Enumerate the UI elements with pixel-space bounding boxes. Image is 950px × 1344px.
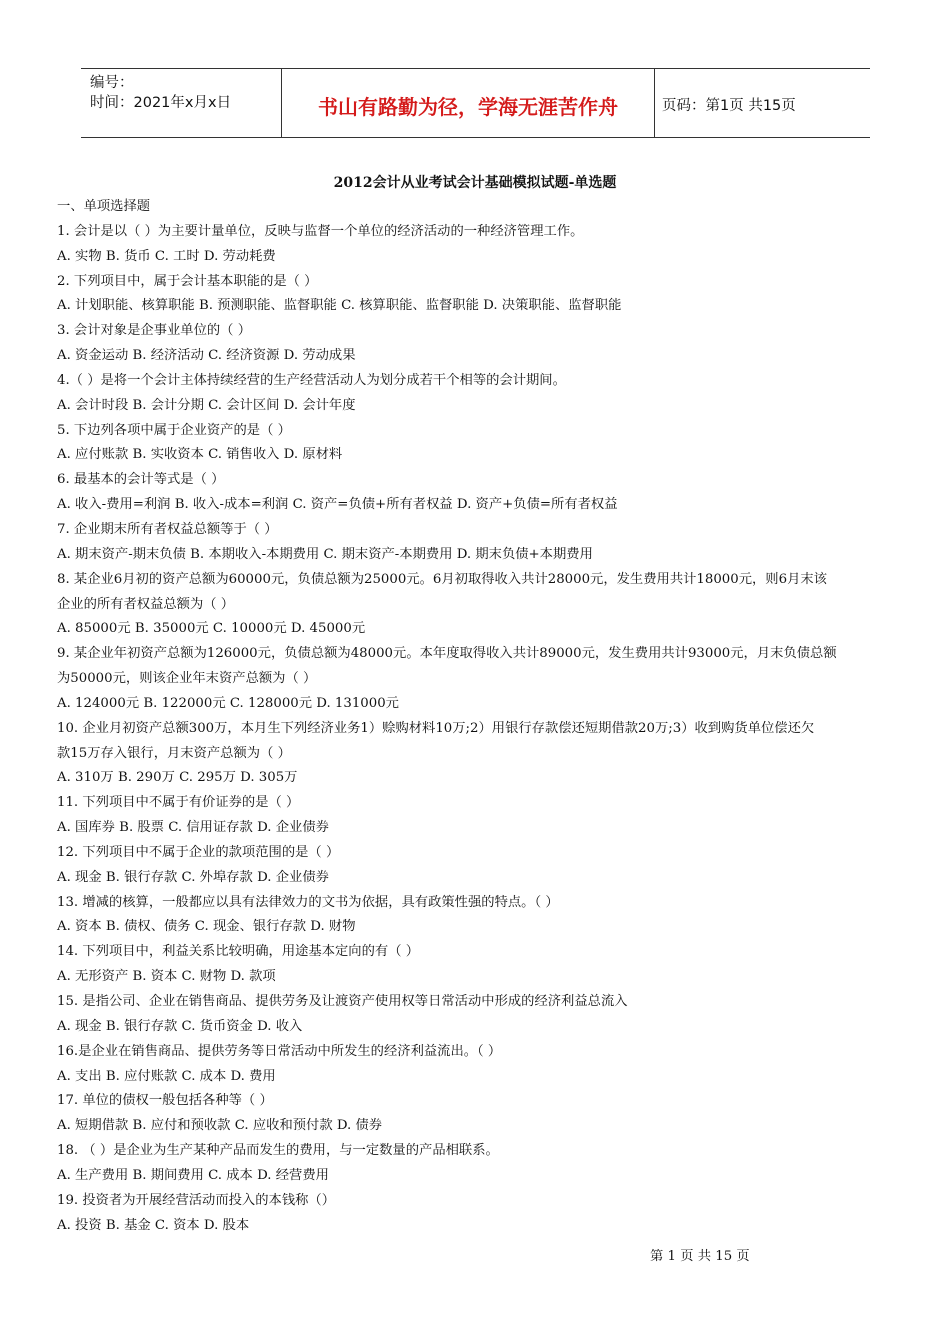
text-line: 10. 企业月初资产总额300万，本月生下列经济业务1）赊购材料10万;2）用银行存款偿还短期借款20万;3）收到购货单位偿还欠 xyxy=(57,720,815,736)
motto: 书山有路勤为径，学海无涯苦作舟 xyxy=(318,95,618,119)
number-label: 编号： xyxy=(90,75,134,91)
text-line: 2. 下列项目中，属于会计基本职能的是（ ） xyxy=(57,273,318,289)
text-line: 11. 下列项目中不属于有价证券的是（ ） xyxy=(57,795,300,811)
page-footer: 第 1 页 共 15 页 xyxy=(650,1249,750,1264)
header-table xyxy=(81,68,870,138)
text-line: A. 资金运动 B. 经济活动 C. 经济资源 D. 劳动成果 xyxy=(57,348,356,364)
text-line: A. 124000元 B. 122000元 C. 128000元 D. 131000元 xyxy=(57,695,399,711)
text-line: A. 计划职能、核算职能 B. 预测职能、监督职能 C. 核算职能、监督职能 D. 决策职能、监督职能 xyxy=(57,298,622,314)
text-line: A. 期末资产-期末负债 B. 本期收入-本期费用 C. 期末资产-本期费用 D. 期末负债+本期费用 xyxy=(57,546,593,562)
text-line: 3. 会计对象是企事业单位的（ ） xyxy=(57,323,251,339)
text-line: A. 现金 B. 银行存款 C. 外埠存款 D. 企业债券 xyxy=(57,869,329,885)
text-line: A. 收入-费用=利润 B. 收入-成本=利润 C. 资产=负债+所有者权益 D. 资产+负债=所有者权益 xyxy=(57,497,618,513)
text-line: A. 应付账款 B. 实收资本 C. 销售收入 D. 原材料 xyxy=(57,447,343,463)
text-line: 17. 单位的债权一般包括各种等（ ） xyxy=(57,1093,273,1109)
text-line: A. 85000元 B. 35000元 C. 10000元 D. 45000元 xyxy=(57,621,366,637)
text-line: 一、单项选择题 xyxy=(57,199,151,214)
text-line: 8. 某企业6月初的资产总额为60000元，负债总额为25000元。6月初取得收入共计28000元，发生费用共计18000元，则6月末该 xyxy=(57,571,827,587)
header-center-cell xyxy=(281,69,655,137)
text-line: A. 实物 B. 货币 C. 工时 D. 劳动耗费 xyxy=(57,248,276,264)
text-line: 6. 最基本的会计等式是（ ） xyxy=(57,472,225,488)
text-line: A. 现金 B. 银行存款 C. 货币资金 D. 收入 xyxy=(57,1018,303,1034)
text-line: A. 国库券 B. 股票 C. 信用证存款 D. 企业债券 xyxy=(57,820,329,836)
text-line: A. 会计时段 B. 会计分期 C. 会计区间 D. 会计年度 xyxy=(57,397,356,413)
date-label: 时间：2021年x月x日 xyxy=(90,95,232,111)
text-line: A. 短期借款 B. 应付和预收款 C. 应收和预付款 D. 债券 xyxy=(57,1118,383,1134)
text-line: 1. 会计是以（ ）为主要计量单位，反映与监督一个单位的经济活动的一种经济管理工作。 xyxy=(57,223,584,239)
text-line: 14. 下列项目中，利益关系比较明确，用途基本定向的有（ ） xyxy=(57,944,420,960)
document-title: 2012会计从业考试会计基础模拟试题-单选题 xyxy=(333,175,617,191)
text-line: A. 无形资产 B. 资本 C. 财物 D. 款项 xyxy=(57,969,276,985)
text-line: A. 生产费用 B. 期间费用 C. 成本 D. 经营费用 xyxy=(57,1167,329,1183)
question-list xyxy=(57,195,893,1238)
page-count-label: 页码：第1页 共15页 xyxy=(662,98,796,114)
text-line: 款15万存入银行，月末资产总额为（ ） xyxy=(57,745,291,761)
text-line: 7. 企业期末所有者权益总额等于（ ） xyxy=(57,521,278,537)
text-line: A. 310万 B. 290万 C. 295万 D. 305万 xyxy=(57,770,298,786)
text-line: 13. 增减的核算，一般都应以具有法律效力的文书为依据，具有政策性强的特点。（ ） xyxy=(57,894,559,910)
text-line: A. 资本 B. 债权、债务 C. 现金、银行存款 D. 财物 xyxy=(57,919,356,935)
text-line: 9. 某企业年初资产总额为126000元，负债总额为48000元。本年度取得收入共计89000元，发生费用共计93000元，月末负债总额 xyxy=(57,646,837,662)
text-line: 4.（ ）是将一个会计主体持续经营的生产经营活动人为划分成若干个相等的会计期间。 xyxy=(57,372,566,388)
text-line: 18. （ ）是企业为生产某种产品而发生的费用，与一定数量的产品相联系。 xyxy=(57,1143,499,1159)
header-right-cell xyxy=(654,69,870,137)
text-line: 为50000元，则该企业年末资产总额为（ ） xyxy=(57,671,317,687)
text-line: A. 支出 B. 应付账款 C. 成本 D. 费用 xyxy=(57,1068,276,1084)
text-line: 16.是企业在销售商品、提供劳务等日常活动中所发生的经济利益流出。（ ） xyxy=(57,1043,502,1059)
text-line: 19. 投资者为开展经营活动而投入的本钱称（） xyxy=(57,1192,336,1208)
text-line: 15. 是指公司、企业在销售商品、提供劳务及让渡资产使用权等日常活动中形成的经济利益总流入 xyxy=(57,994,628,1009)
text-line: 5. 下边列各项中属于企业资产的是（ ） xyxy=(57,422,291,438)
text-line: A. 投资 B. 基金 C. 资本 D. 股本 xyxy=(57,1217,250,1233)
header-left-cell xyxy=(81,69,281,137)
text-line: 12. 下列项目中不属于企业的款项范围的是（ ） xyxy=(57,844,340,860)
text-line: 企业的所有者权益总额为（ ） xyxy=(57,596,235,612)
